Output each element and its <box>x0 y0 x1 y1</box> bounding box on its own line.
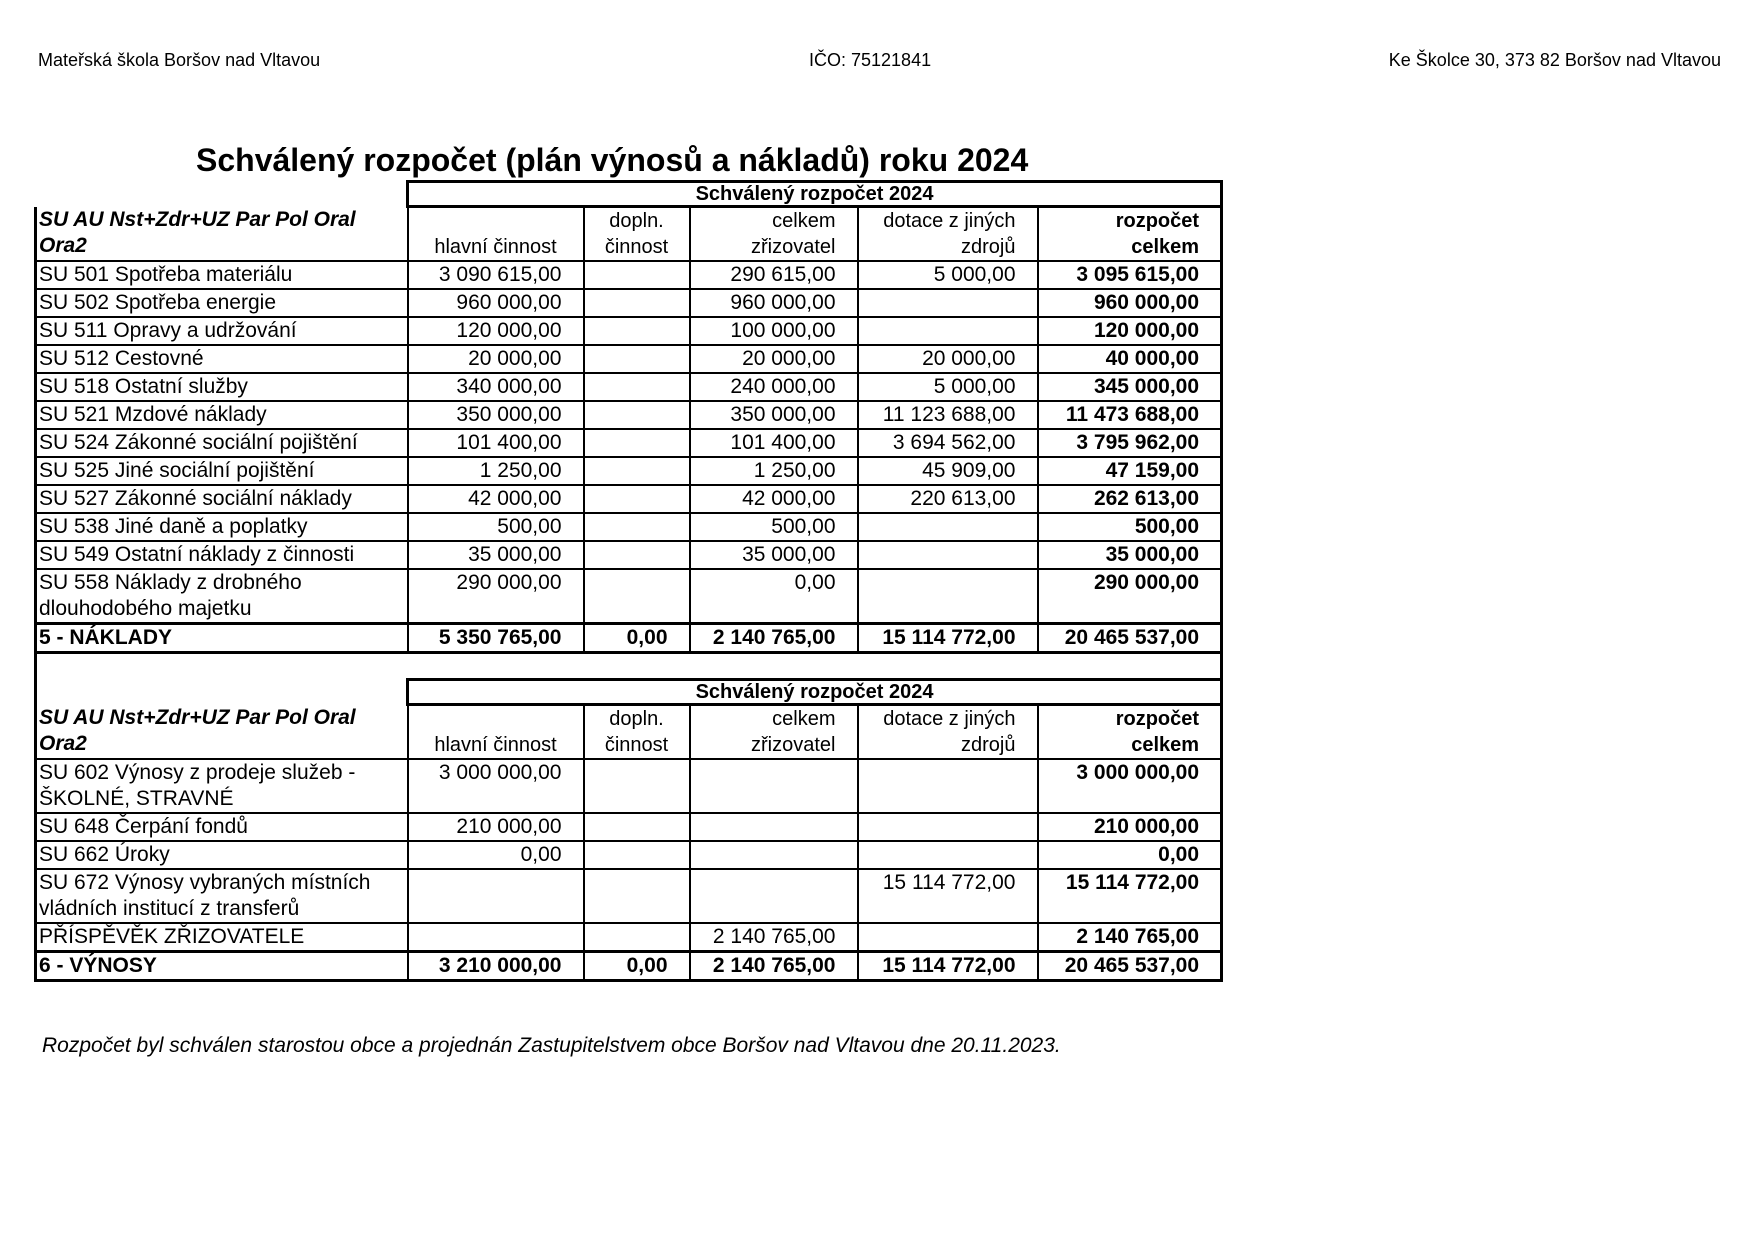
costs-row <box>36 569 1222 624</box>
costs-total-row <box>36 624 1222 653</box>
costs-row <box>36 345 1222 373</box>
cell-total: 120 000,00 <box>1038 317 1222 345</box>
cell-suppl <box>584 759 690 813</box>
cell-main: 350 000,00 <box>408 401 584 429</box>
cell-suppl <box>584 345 690 373</box>
cell-other <box>858 759 1038 813</box>
cell-main: 120 000,00 <box>408 317 584 345</box>
cell-other <box>858 289 1038 317</box>
cell-main: 1 250,00 <box>408 457 584 485</box>
column-header-main-line2: hlavní činnost <box>434 236 557 258</box>
cell-founder <box>690 759 858 813</box>
column-header-total <box>1038 207 1222 262</box>
cell-total: 15 114 772,00 <box>1038 869 1222 923</box>
cell-suppl <box>584 841 690 869</box>
cell-other: 20 000,00 <box>858 345 1038 373</box>
column-header-founder-line2: zřizovatel <box>751 236 836 258</box>
total-total: 20 465 537,00 <box>1038 952 1222 981</box>
column-header-founder-line1: celkem <box>772 210 836 232</box>
cell-main <box>408 923 584 952</box>
column-header-other <box>858 207 1038 262</box>
revenues-section-header-row <box>36 680 1222 705</box>
cell-total: 3 095 615,00 <box>1038 261 1222 289</box>
cell-other <box>858 317 1038 345</box>
column-header-other-line2: zdrojů <box>961 734 1016 756</box>
cell-founder: 290 615,00 <box>690 261 858 289</box>
cell-total: 3 795 962,00 <box>1038 429 1222 457</box>
revenues-row <box>36 759 1222 813</box>
cell-total: 11 473 688,00 <box>1038 401 1222 429</box>
cell-main: 42 000,00 <box>408 485 584 513</box>
column-header-suppl-line2: činnost <box>604 734 669 756</box>
cell-suppl <box>584 401 690 429</box>
costs-row <box>36 513 1222 541</box>
total-other: 15 114 772,00 <box>858 952 1038 981</box>
row-label: SU 549 Ostatní náklady z činnosti <box>36 541 408 569</box>
total-total: 20 465 537,00 <box>1038 624 1222 653</box>
cell-total: 2 140 765,00 <box>1038 923 1222 952</box>
total-label: 6 - VÝNOSY <box>36 952 408 981</box>
costs-row <box>36 289 1222 317</box>
cell-founder: 1 250,00 <box>690 457 858 485</box>
cell-total: 345 000,00 <box>1038 373 1222 401</box>
spacer-cell <box>36 653 1222 680</box>
revenues-row <box>36 869 1222 923</box>
total-founder: 2 140 765,00 <box>690 624 858 653</box>
section-header: Schválený rozpočet 2024 <box>408 182 1222 207</box>
cell-founder: 960 000,00 <box>690 289 858 317</box>
total-main: 5 350 765,00 <box>408 624 584 653</box>
cell-founder: 350 000,00 <box>690 401 858 429</box>
cell-other: 15 114 772,00 <box>858 869 1038 923</box>
column-header-suppl-line1: dopln. <box>609 708 664 730</box>
column-header-founder <box>690 207 858 262</box>
cell-main: 101 400,00 <box>408 429 584 457</box>
cell-suppl <box>584 289 690 317</box>
costs-row <box>36 485 1222 513</box>
row-label: SU 524 Zákonné sociální pojištění <box>36 429 408 457</box>
row-label: SU 558 Náklady z drobného dlouhodobého majetku <box>36 569 408 624</box>
cell-total: 210 000,00 <box>1038 813 1222 841</box>
row-label: PŘÍSPĚVĚK ZŘIZOVATELE <box>36 923 408 952</box>
cell-suppl <box>584 569 690 624</box>
header-address: Ke Školce 30, 373 82 Boršov nad Vltavou <box>1388 50 1721 70</box>
cell-founder: 101 400,00 <box>690 429 858 457</box>
costs-row <box>36 373 1222 401</box>
row-label: SU 501 Spotřeba materiálu <box>36 261 408 289</box>
column-header-account-line1: SU AU Nst+Zdr+UZ Par Pol Oral <box>39 705 356 729</box>
cell-other <box>858 513 1038 541</box>
cell-other <box>858 841 1038 869</box>
column-header-total <box>1038 705 1222 760</box>
costs-section-header-row <box>36 182 1222 207</box>
cell-total: 35 000,00 <box>1038 541 1222 569</box>
column-header-account-line2: Ora2 <box>39 731 87 755</box>
cell-total: 40 000,00 <box>1038 345 1222 373</box>
cell-founder <box>690 841 858 869</box>
column-header-account <box>36 207 408 262</box>
page-title: Schválený rozpočet (plán výnosů a nákladů) roku 2024 <box>196 142 1029 178</box>
cell-other: 5 000,00 <box>858 373 1038 401</box>
cell-total: 0,00 <box>1038 841 1222 869</box>
column-header-founder-line1: celkem <box>772 708 836 730</box>
costs-row <box>36 261 1222 289</box>
row-label: SU 512 Cestovné <box>36 345 408 373</box>
costs-row <box>36 317 1222 345</box>
column-header-suppl <box>584 705 690 760</box>
row-label: SU 521 Mzdové náklady <box>36 401 408 429</box>
column-header-founder <box>690 705 858 760</box>
column-header-main-line1 <box>411 208 581 234</box>
column-header-total-line1: rozpočet <box>1115 210 1200 232</box>
column-header-main-line1 <box>411 706 581 732</box>
column-header-founder-line2: zřizovatel <box>751 734 836 756</box>
column-header-other <box>858 705 1038 760</box>
cell-suppl <box>584 813 690 841</box>
column-header-total-line2: celkem <box>1131 734 1200 756</box>
cell-main: 0,00 <box>408 841 584 869</box>
cell-founder: 0,00 <box>690 569 858 624</box>
cell-other <box>858 569 1038 624</box>
column-header-other-line2: zdrojů <box>961 236 1016 258</box>
total-founder: 2 140 765,00 <box>690 952 858 981</box>
cell-main: 290 000,00 <box>408 569 584 624</box>
column-header-suppl-line1: dopln. <box>609 210 664 232</box>
cell-total: 500,00 <box>1038 513 1222 541</box>
cell-main: 3 090 615,00 <box>408 261 584 289</box>
cell-suppl <box>584 869 690 923</box>
column-header-total-line1: rozpočet <box>1115 708 1200 730</box>
cell-other: 45 909,00 <box>858 457 1038 485</box>
budget-table <box>34 180 1223 982</box>
cell-total: 47 159,00 <box>1038 457 1222 485</box>
column-header-main-line2: hlavní činnost <box>434 734 557 756</box>
cell-other: 5 000,00 <box>858 261 1038 289</box>
cell-founder: 20 000,00 <box>690 345 858 373</box>
cell-other <box>858 923 1038 952</box>
costs-row <box>36 457 1222 485</box>
costs-column-header-row <box>36 207 1222 262</box>
budget-table-body <box>36 182 1222 981</box>
cell-other: 11 123 688,00 <box>858 401 1038 429</box>
total-other: 15 114 772,00 <box>858 624 1038 653</box>
column-header-account-line2: Ora2 <box>39 233 87 257</box>
cell-suppl <box>584 541 690 569</box>
row-label: SU 538 Jiné daně a poplatky <box>36 513 408 541</box>
cell-main: 340 000,00 <box>408 373 584 401</box>
total-suppl: 0,00 <box>584 624 690 653</box>
cell-founder: 240 000,00 <box>690 373 858 401</box>
empty-cell <box>36 680 408 705</box>
cell-suppl <box>584 317 690 345</box>
empty-cell <box>36 182 408 207</box>
cell-main: 3 000 000,00 <box>408 759 584 813</box>
cell-main: 960 000,00 <box>408 289 584 317</box>
column-header-suppl <box>584 207 690 262</box>
cell-suppl <box>584 373 690 401</box>
costs-row <box>36 401 1222 429</box>
cell-main: 210 000,00 <box>408 813 584 841</box>
revenues-row <box>36 923 1222 952</box>
costs-row <box>36 541 1222 569</box>
cell-main: 500,00 <box>408 513 584 541</box>
header-ico: IČO: 75121841 <box>809 50 932 70</box>
column-header-other-line1: dotace z jiných <box>883 210 1016 232</box>
row-label: SU 662 Úroky <box>36 841 408 869</box>
row-label: SU 502 Spotřeba energie <box>36 289 408 317</box>
column-header-other-line1: dotace z jiných <box>883 708 1016 730</box>
total-label: 5 - NÁKLADY <box>36 624 408 653</box>
cell-total: 262 613,00 <box>1038 485 1222 513</box>
cell-founder: 35 000,00 <box>690 541 858 569</box>
cell-other: 220 613,00 <box>858 485 1038 513</box>
row-label: SU 525 Jiné sociální pojištění <box>36 457 408 485</box>
row-label: SU 648 Čerpání fondů <box>36 813 408 841</box>
header-organization: Mateřská škola Boršov nad Vltavou <box>38 50 321 70</box>
cell-other <box>858 541 1038 569</box>
cell-suppl <box>584 513 690 541</box>
revenues-column-header-row <box>36 705 1222 760</box>
column-header-account <box>36 705 408 760</box>
row-label: SU 527 Zákonné sociální náklady <box>36 485 408 513</box>
cell-total: 290 000,00 <box>1038 569 1222 624</box>
cell-suppl <box>584 485 690 513</box>
cell-founder <box>690 813 858 841</box>
section-header: Schválený rozpočet 2024 <box>408 680 1222 705</box>
approval-note: Rozpočet byl schválen starostou obce a projednán Zastupitelstvem obce Boršov nad Vltavou dne 20.11.2023. <box>42 1034 1061 1057</box>
row-label: SU 511 Opravy a udržování <box>36 317 408 345</box>
spacer-row <box>36 653 1222 680</box>
cell-other <box>858 813 1038 841</box>
cell-founder: 2 140 765,00 <box>690 923 858 952</box>
cell-main <box>408 869 584 923</box>
cell-total: 960 000,00 <box>1038 289 1222 317</box>
revenues-row <box>36 813 1222 841</box>
column-header-main <box>408 207 584 262</box>
cell-suppl <box>584 429 690 457</box>
cell-suppl <box>584 923 690 952</box>
cell-founder: 42 000,00 <box>690 485 858 513</box>
cell-founder: 500,00 <box>690 513 858 541</box>
column-header-total-line2: celkem <box>1131 236 1200 258</box>
cell-total: 3 000 000,00 <box>1038 759 1222 813</box>
revenues-total-row <box>36 952 1222 981</box>
cell-founder <box>690 869 858 923</box>
row-label: SU 602 Výnosy z prodeje služeb - ŠKOLNÉ, STRAVNÉ <box>36 759 408 813</box>
row-label: SU 672 Výnosy vybraných místních vládních institucí z transferů <box>36 869 408 923</box>
total-main: 3 210 000,00 <box>408 952 584 981</box>
column-header-account-line1: SU AU Nst+Zdr+UZ Par Pol Oral <box>39 207 356 231</box>
cell-suppl <box>584 457 690 485</box>
cell-main: 20 000,00 <box>408 345 584 373</box>
column-header-suppl-line2: činnost <box>604 236 669 258</box>
cell-founder: 100 000,00 <box>690 317 858 345</box>
cell-other: 3 694 562,00 <box>858 429 1038 457</box>
revenues-row <box>36 841 1222 869</box>
costs-row <box>36 429 1222 457</box>
total-suppl: 0,00 <box>584 952 690 981</box>
column-header-main <box>408 705 584 760</box>
row-label: SU 518 Ostatní služby <box>36 373 408 401</box>
cell-main: 35 000,00 <box>408 541 584 569</box>
cell-suppl <box>584 261 690 289</box>
